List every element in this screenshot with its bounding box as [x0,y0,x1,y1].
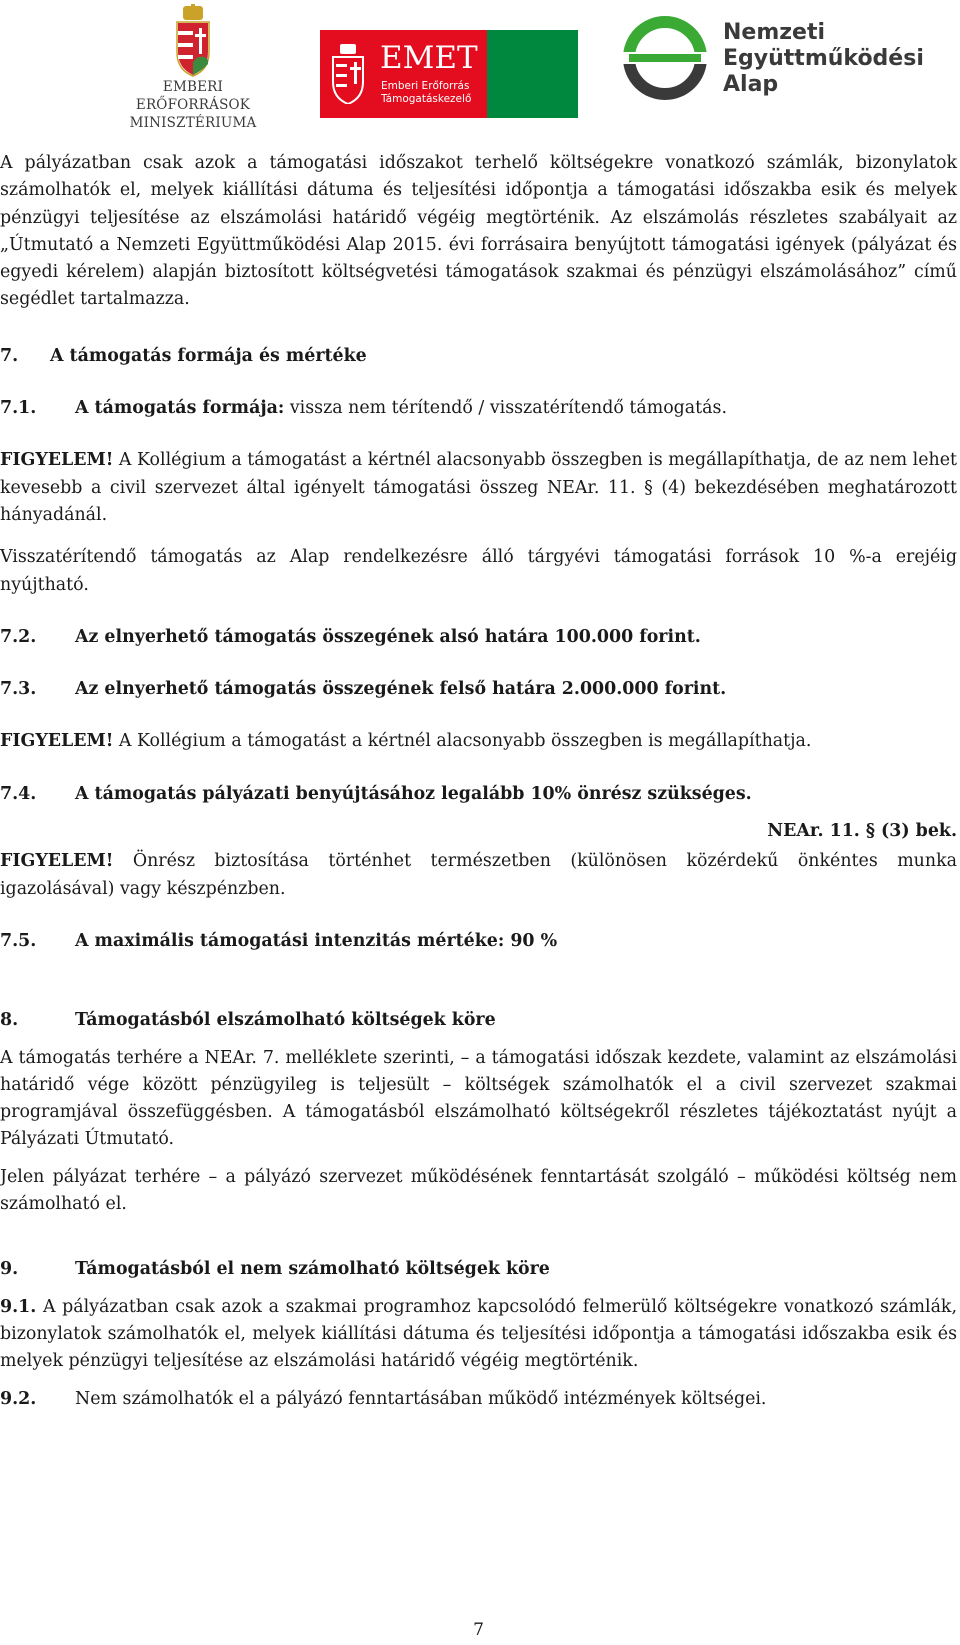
emmi-logo-line2: MINISZTÉRIUMA [129,115,257,131]
intro-paragraph: A pályázatban csak azok a támogatási időszakot terhelő költségekre vonatkozó számlák, bizonylatok számolhatók el, melyek kiállítási dátuma és teljesítési időpontja a támogatási időszakba esik és melyek pénzügyi teljesítése az elszámolási határidő végéig megtörténik. Az elszámolás részletes szabályait az „Útmutató a Nemzeti Együttműködési Alap 2015. évi forrásaira benyújtott támogatási igények (pályázat és egyedi kérelem) alapján biztosított költségvetési támogatások szakmai és pénzügyi elszámolásához” című segédlet tartalmazza. [0,153,957,310]
section-7-1: 7.1. A támogatás formája: vissza nem térítendő / visszatérítendő támogatás. [0,398,727,419]
emmi-logo [108,4,278,131]
section-9-heading: 9. Támogatásból el nem számolható költségek köre [0,1259,550,1280]
page-header [0,0,960,131]
section-8-paragraph-1: A támogatás terhére a NEAr. 7. melléklete szerinti, – a támogatási időszak kezdete, valamint az elszámolási határidő vége között pénzügyileg is teljesült – költségek számolhatók el a civil szervezet szakmai programjával összefüggésben. A támogatásból elszámolható költségekről részletes tájékoztatást nyújt a Pályázati Útmutató. [0,1047,957,1150]
section-9-1: 9.1. A pályázatban csak azok a szakmai programhoz kapcsolódó felmerülő költségekre vonatkozó számlák, bizonylatok számolhatók el, melyek kiállítási dátuma és teljesítési időpontja a támogatási időszakba esik és melyek pénzügyi teljesítése az elszámolási határidő végéig megtörténik. [0,1296,957,1372]
nea-ring-icon [615,8,715,108]
emmi-logo-line1: EMBERI ERŐFORRÁSOK [135,79,251,113]
hungarian-coat-of-arms-icon [173,4,213,78]
section-7-4: 7.4. A támogatás pályázati benyújtásához legalább 10% önrész szükséges. [0,783,752,804]
section-8-paragraph-2: Jelen pályázat terhére – a pályázó szervezet működésének fenntartását szolgáló – működési költség nem számolható el. [0,1166,957,1215]
nea-logo-text: Nemzeti Együttműködési Alap [723,20,924,97]
section-9-2: 9.2. Nem számolhatók el a pályázó fenntartásában működő intézmények költségei. [0,1388,767,1409]
coat-of-arms-icon [330,44,366,104]
section-7-2: 7.2. Az elnyerhető támogatás összegének alsó határa 100.000 forint. [0,626,701,647]
section-7-4-reference: NEAr. 11. § (3) bek. [767,821,957,842]
repayable-support-paragraph: Visszatérítendő támogatás az Alap rendelkezésre álló tárgyévi támogatási források 10 %-a erejéig nyújtható. [0,547,957,595]
nea-logo [615,8,935,113]
section-7-heading: 7. A támogatás formája és mértéke [0,345,367,366]
document-body [0,150,957,1413]
emet-title: EMET [380,40,478,76]
section-8-heading: 8. Támogatásból elszámolható költségek köre [0,1010,496,1031]
section-7-3: 7.3. Az elnyerhető támogatás összegének felső határa 2.000.000 forint. [0,679,727,700]
warning-paragraph-3: FIGYELEM! Önrész biztosítása történhet természetben (különösen közérdekű önkéntes munka igazolásával) vagy készpénzben. [0,851,957,899]
emet-logo [320,30,578,118]
emet-subtitle: Emberi Erőforrás Támogatáskezelő [381,80,472,105]
warning-paragraph-2: FIGYELEM! A Kollégium a támogatást a kértnél alacsonyabb összegben is megállapíthatja. [0,731,812,752]
section-7-5: 7.5. A maximális támogatási intenzitás mértéke: 90 % [0,930,558,951]
page-number: 7 [473,1620,484,1640]
warning-paragraph-1: FIGYELEM! A Kollégium a támogatást a kértnél alacsonyabb összegben is megállapíthatja, de az nem lehet kevesebb a civil szervezet által igényelt támogatási összeg NEAr. 11. § (4) bekezdésében meghatározott hányadánál. [0,450,957,525]
